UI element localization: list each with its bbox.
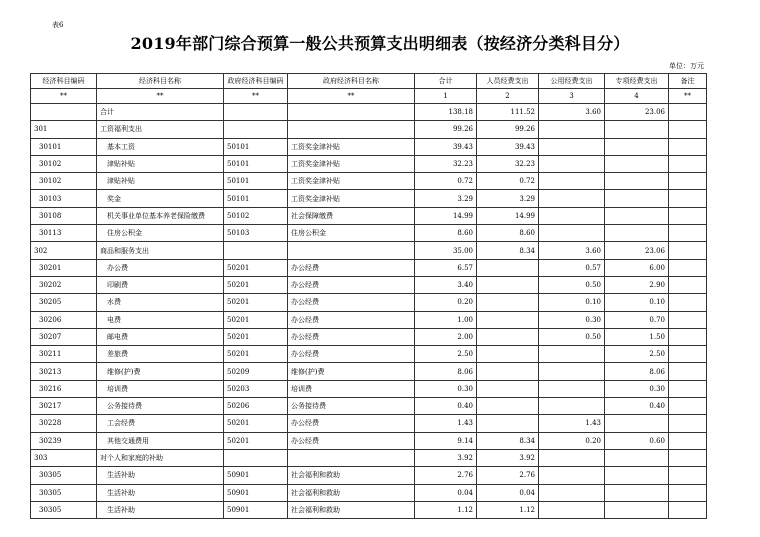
table-row [31,311,707,328]
special-cell [605,155,669,172]
public-cell [539,138,605,155]
personnel-cell [477,259,539,276]
gov-name-cell: 工资奖金津补贴 [288,173,415,190]
total-cell: 0.20 [415,294,477,311]
public-cell: 0.10 [539,294,605,311]
econ-code-cell: 30213 [31,363,97,380]
total-cell: 1.12 [415,501,477,518]
personnel-cell: 8.34 [477,242,539,259]
special-cell [605,207,669,224]
special-cell [605,501,669,518]
special-cell: 0.30 [605,380,669,397]
special-cell [605,190,669,207]
personnel-cell: 1.12 [477,501,539,518]
econ-name-cell: 办公费 [97,259,224,276]
gov-code-cell: 50201 [224,346,288,363]
index-cell: ** [224,89,288,104]
gov-name-cell: 工资奖金津补贴 [288,190,415,207]
econ-code-cell: 30207 [31,328,97,345]
index-cell: 4 [605,89,669,104]
econ-name-cell: 电费 [97,311,224,328]
gov-code-cell: 50201 [224,432,288,449]
col-header-note: 备注 [669,74,707,89]
special-cell: 0.70 [605,311,669,328]
personnel-cell [477,380,539,397]
econ-code-cell: 30211 [31,346,97,363]
note-cell [669,207,707,224]
gov-name-cell: 培训费 [288,380,415,397]
table-row [31,415,707,432]
special-cell [605,225,669,242]
table-row [31,380,707,397]
econ-name-cell: 其他交通费用 [97,432,224,449]
gov-name-cell [288,242,415,259]
gov-name-cell: 办公经费 [288,311,415,328]
econ-name-cell: 商品和服务支出 [97,242,224,259]
gov-code-cell: 50101 [224,190,288,207]
col-header-total: 合计 [415,74,477,89]
public-cell: 0.50 [539,328,605,345]
gov-name-cell: 办公经费 [288,432,415,449]
table-row [31,225,707,242]
gov-code-cell: 50206 [224,398,288,415]
page-title: 2019年部门综合预算一般公共预算支出明细表（按经济分类科目分） [130,34,630,53]
econ-code-cell: 30108 [31,207,97,224]
gov-name-cell [288,121,415,138]
personnel-cell [477,415,539,432]
table-number: 表6 [52,21,64,29]
gov-name-cell [288,104,415,121]
index-cell: ** [31,89,97,104]
econ-code-cell: 303 [31,449,97,466]
note-cell [669,121,707,138]
econ-name-cell: 水费 [97,294,224,311]
total-cell: 9.14 [415,432,477,449]
gov-name-cell: 办公经费 [288,328,415,345]
gov-name-cell: 工资奖金津补贴 [288,155,415,172]
econ-code-cell: 30305 [31,484,97,501]
gov-code-cell: 50901 [224,484,288,501]
total-cell: 2.76 [415,467,477,484]
total-cell: 39.43 [415,138,477,155]
personnel-cell [477,311,539,328]
col-header-gov-code: 政府经济科目编码 [224,74,288,89]
note-cell [669,328,707,345]
gov-code-cell [224,121,288,138]
total-cell: 3.40 [415,276,477,293]
gov-name-cell: 工资奖金津补贴 [288,138,415,155]
public-cell [539,225,605,242]
econ-name-cell: 机关事业单位基本养老保险缴费 [97,207,224,224]
econ-code-cell: 30205 [31,294,97,311]
econ-code-cell: 30103 [31,190,97,207]
gov-code-cell [224,104,288,121]
econ-code-cell: 301 [31,121,97,138]
total-cell: 138.18 [415,104,477,121]
special-cell: 23.06 [605,242,669,259]
gov-name-cell: 社会福利和救助 [288,484,415,501]
public-cell [539,449,605,466]
gov-code-cell: 50201 [224,294,288,311]
econ-code-cell [31,104,97,121]
public-cell [539,501,605,518]
gov-code-cell: 50201 [224,259,288,276]
special-cell: 23.06 [605,104,669,121]
table-row [31,328,707,345]
special-cell [605,484,669,501]
note-cell [669,155,707,172]
personnel-cell [477,276,539,293]
note-cell [669,467,707,484]
gov-name-cell: 维修(护)费 [288,363,415,380]
personnel-cell: 8.34 [477,432,539,449]
total-cell: 0.72 [415,173,477,190]
personnel-cell: 0.72 [477,173,539,190]
public-cell [539,346,605,363]
note-cell [669,432,707,449]
note-cell [669,259,707,276]
note-cell [669,415,707,432]
personnel-cell: 111.52 [477,104,539,121]
note-cell [669,484,707,501]
gov-name-cell: 社会福利和救助 [288,501,415,518]
special-cell: 2.90 [605,276,669,293]
note-cell [669,380,707,397]
note-cell [669,449,707,466]
public-cell [539,398,605,415]
total-cell: 0.04 [415,484,477,501]
econ-code-cell: 30202 [31,276,97,293]
table-row [31,467,707,484]
total-cell: 32.23 [415,155,477,172]
note-cell [669,242,707,259]
note-cell [669,501,707,518]
econ-name-cell: 邮电费 [97,328,224,345]
special-cell: 8.06 [605,363,669,380]
special-cell [605,415,669,432]
note-cell [669,225,707,242]
table-row [31,242,707,259]
personnel-cell [477,328,539,345]
special-cell: 1.50 [605,328,669,345]
econ-code-cell: 30102 [31,173,97,190]
gov-name-cell: 办公经费 [288,259,415,276]
personnel-cell: 8.60 [477,225,539,242]
public-cell [539,121,605,138]
public-cell: 0.50 [539,276,605,293]
personnel-cell [477,346,539,363]
public-cell [539,380,605,397]
personnel-cell [477,363,539,380]
table-row [31,484,707,501]
public-cell [539,207,605,224]
econ-name-cell: 工会经费 [97,415,224,432]
total-cell: 35.00 [415,242,477,259]
note-cell [669,190,707,207]
econ-name-cell: 生活补助 [97,484,224,501]
total-cell: 99.26 [415,121,477,138]
total-cell: 3.29 [415,190,477,207]
econ-code-cell: 30102 [31,155,97,172]
total-cell: 8.06 [415,363,477,380]
public-cell: 0.30 [539,311,605,328]
special-cell: 2.50 [605,346,669,363]
econ-name-cell: 津贴补贴 [97,173,224,190]
index-cell: ** [669,89,707,104]
gov-name-cell: 住房公积金 [288,225,415,242]
gov-name-cell [288,449,415,466]
econ-name-cell: 培训费 [97,380,224,397]
table-row [31,432,707,449]
econ-name-cell: 奖金 [97,190,224,207]
personnel-cell: 3.29 [477,190,539,207]
personnel-cell [477,294,539,311]
table-row [31,259,707,276]
gov-code-cell: 50201 [224,328,288,345]
public-cell [539,484,605,501]
econ-name-cell: 生活补助 [97,501,224,518]
gov-code-cell: 50201 [224,276,288,293]
total-cell: 2.00 [415,328,477,345]
table-row [31,190,707,207]
econ-code-cell: 30101 [31,138,97,155]
public-cell: 3.60 [539,104,605,121]
public-cell: 0.57 [539,259,605,276]
public-cell: 3.60 [539,242,605,259]
econ-name-cell: 住房公积金 [97,225,224,242]
table-row [31,207,707,224]
note-cell [669,363,707,380]
total-cell: 6.57 [415,259,477,276]
total-cell: 1.00 [415,311,477,328]
table-row [31,501,707,518]
note-cell [669,311,707,328]
personnel-cell: 0.04 [477,484,539,501]
gov-code-cell: 50201 [224,415,288,432]
total-cell: 3.92 [415,449,477,466]
special-cell [605,449,669,466]
note-cell [669,294,707,311]
note-cell [669,276,707,293]
total-cell: 0.40 [415,398,477,415]
table-row [31,398,707,415]
col-header-personnel: 人员经费支出 [477,74,539,89]
special-cell [605,467,669,484]
public-cell [539,467,605,484]
personnel-cell: 14.99 [477,207,539,224]
personnel-cell: 39.43 [477,138,539,155]
special-cell [605,138,669,155]
col-header-econ-name: 经济科目名称 [97,74,224,89]
col-header-special: 专项经费支出 [605,74,669,89]
gov-name-cell: 公务接待费 [288,398,415,415]
gov-code-cell: 50901 [224,467,288,484]
gov-code-cell: 50901 [224,501,288,518]
econ-code-cell: 30228 [31,415,97,432]
table-row [31,363,707,380]
public-cell: 0.20 [539,432,605,449]
econ-name-cell: 合计 [97,104,224,121]
gov-code-cell: 50209 [224,363,288,380]
note-cell [669,398,707,415]
special-cell: 0.60 [605,432,669,449]
note-cell [669,138,707,155]
special-cell: 0.10 [605,294,669,311]
index-row [31,89,707,104]
table-row [31,121,707,138]
special-cell [605,121,669,138]
index-cell: 3 [539,89,605,104]
total-cell: 1.43 [415,415,477,432]
econ-code-cell: 30305 [31,467,97,484]
gov-name-cell: 办公经费 [288,346,415,363]
note-cell [669,173,707,190]
gov-code-cell: 50201 [224,311,288,328]
total-cell: 2.50 [415,346,477,363]
total-cell: 0.30 [415,380,477,397]
index-cell: 1 [415,89,477,104]
public-cell [539,173,605,190]
gov-name-cell: 办公经费 [288,276,415,293]
econ-name-cell: 对个人和家庭的补助 [97,449,224,466]
econ-name-cell: 生活补助 [97,467,224,484]
gov-code-cell: 50203 [224,380,288,397]
table-row [31,173,707,190]
econ-code-cell: 30239 [31,432,97,449]
gov-code-cell: 50103 [224,225,288,242]
personnel-cell: 99.26 [477,121,539,138]
gov-name-cell: 社会保障缴费 [288,207,415,224]
econ-name-cell: 基本工资 [97,138,224,155]
econ-code-cell: 302 [31,242,97,259]
personnel-cell: 2.76 [477,467,539,484]
gov-name-cell: 社会福利和救助 [288,467,415,484]
index-cell: 2 [477,89,539,104]
table-row [31,104,707,121]
gov-code-cell [224,242,288,259]
table-body [31,104,707,519]
total-cell: 14.99 [415,207,477,224]
gov-code-cell: 50101 [224,138,288,155]
note-cell [669,104,707,121]
table-row [31,276,707,293]
index-cell: ** [97,89,224,104]
econ-code-cell: 30216 [31,380,97,397]
gov-code-cell [224,449,288,466]
econ-code-cell: 30201 [31,259,97,276]
total-cell: 8.60 [415,225,477,242]
personnel-cell: 3.92 [477,449,539,466]
econ-name-cell: 公务接待费 [97,398,224,415]
gov-code-cell: 50102 [224,207,288,224]
budget-table [30,73,707,519]
special-cell [605,173,669,190]
personnel-cell [477,398,539,415]
special-cell: 6.00 [605,259,669,276]
table-row [31,294,707,311]
econ-name-cell: 印刷费 [97,276,224,293]
table-row [31,155,707,172]
col-header-public: 公用经费支出 [539,74,605,89]
public-cell [539,363,605,380]
table-row [31,346,707,363]
econ-name-cell: 差旅费 [97,346,224,363]
table-row [31,138,707,155]
note-cell [669,346,707,363]
econ-name-cell: 津贴补贴 [97,155,224,172]
econ-name-cell: 工资福利支出 [97,121,224,138]
econ-name-cell: 维修(护)费 [97,363,224,380]
table-row [31,449,707,466]
public-cell [539,190,605,207]
public-cell [539,155,605,172]
gov-name-cell: 办公经费 [288,415,415,432]
header-row [31,74,707,89]
econ-code-cell: 30206 [31,311,97,328]
index-cell: ** [288,89,415,104]
gov-code-cell: 50101 [224,173,288,190]
gov-code-cell: 50101 [224,155,288,172]
special-cell: 0.40 [605,398,669,415]
econ-code-cell: 30305 [31,501,97,518]
unit-label: 单位：万元 [669,62,704,70]
public-cell: 1.43 [539,415,605,432]
col-header-econ-code: 经济科目编码 [31,74,97,89]
econ-code-cell: 30217 [31,398,97,415]
personnel-cell: 32.23 [477,155,539,172]
gov-name-cell: 办公经费 [288,294,415,311]
econ-code-cell: 30113 [31,225,97,242]
col-header-gov-name: 政府经济科目名称 [288,74,415,89]
